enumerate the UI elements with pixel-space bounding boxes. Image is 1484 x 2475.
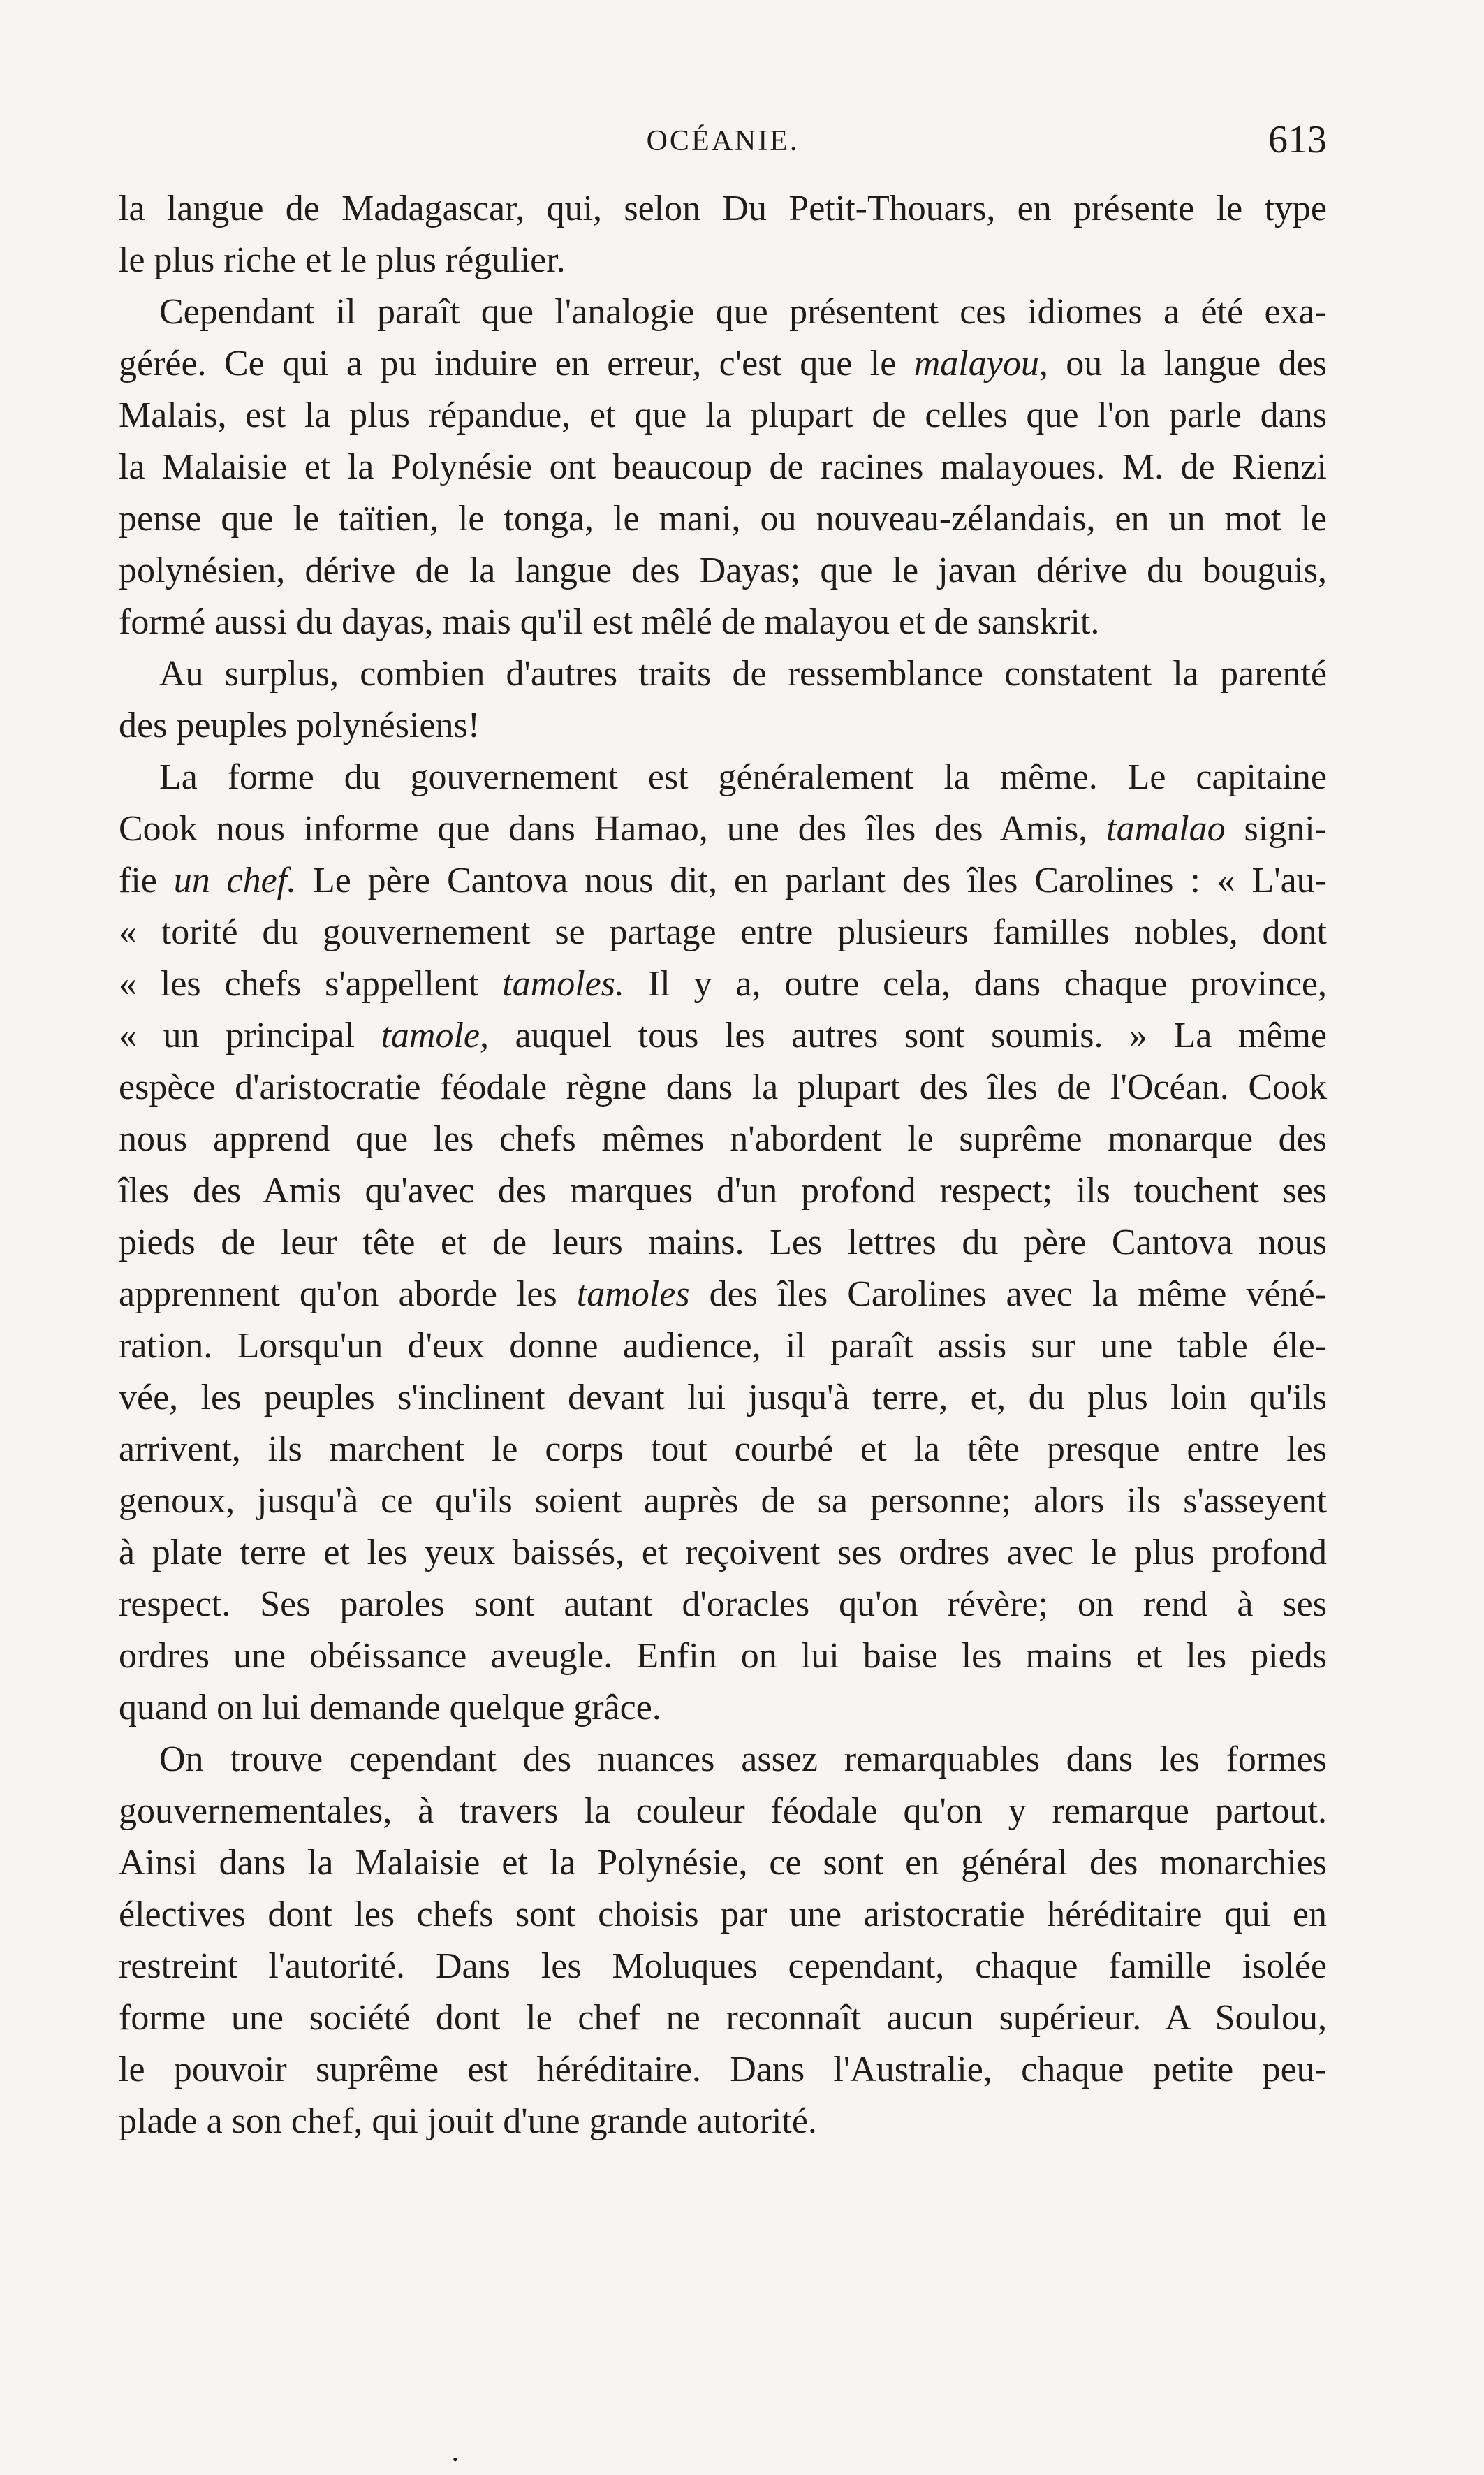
- text-line: [119, 338, 1327, 390]
- text-segment: respect. Ses paroles sont autant d'oracles qu'on révère; on rend à ses: [119, 1584, 1327, 1624]
- italic-term: tamoles: [576, 1274, 690, 1314]
- text-line: [119, 1579, 1327, 1630]
- text-segment: apprennent qu'on aborde les: [119, 1274, 577, 1314]
- text-segment: La forme du gouvernement est généralement la même. Le capitaine: [159, 757, 1327, 797]
- text-line: [119, 700, 1327, 752]
- text-segment: gouvernementales, à travers la couleur féodale qu'on y remarque partout.: [119, 1791, 1327, 1831]
- text-segment: des peuples polynésiens!: [119, 706, 480, 745]
- text-segment: quand on lui demande quelque grâce.: [119, 1688, 661, 1728]
- text-segment: « les chefs s'appellent: [119, 964, 503, 1004]
- text-segment: restreint l'autorité. Dans les Moluques cependant, chaque famille isolée: [119, 1946, 1327, 1986]
- text-segment: le plus riche et le plus régulier.: [119, 240, 566, 280]
- text-line: [119, 1992, 1327, 2044]
- text-line: [119, 493, 1327, 545]
- italic-term: malayou: [913, 344, 1039, 384]
- page-header: [119, 117, 1327, 166]
- text-segment: , ou la langue des: [1038, 344, 1327, 384]
- text-line: [119, 597, 1327, 648]
- text-line: [119, 1217, 1327, 1269]
- text-line: [119, 1010, 1327, 1062]
- text-line: [119, 1424, 1327, 1475]
- text-line: [119, 2096, 1327, 2147]
- text-line: [119, 1837, 1327, 1889]
- text-segment: ordres une obéissance aveugle. Enfin on lui baise les mains et les pieds: [119, 1636, 1327, 1676]
- text-line: [119, 286, 1327, 338]
- text-segment: pieds de leur tête et de leurs mains. Les lettres du père Cantova nous: [119, 1222, 1327, 1262]
- text-line: [119, 648, 1327, 700]
- text-line: [119, 1786, 1327, 1837]
- text-segment: signi-: [1225, 809, 1327, 849]
- text-line: [119, 441, 1327, 493]
- text-line: [119, 545, 1327, 597]
- text-segment: pense que le taïtien, le tonga, le mani, ou nouveau-zélandais, en un mot le: [119, 499, 1327, 539]
- text-segment: Cependant il paraît que l'analogie que présentent ces idiomes a été exa-: [159, 292, 1327, 332]
- text-segment: ration. Lorsqu'un d'eux donne audience, il paraît assis sur une table éle-: [119, 1326, 1327, 1366]
- text-line: [119, 1475, 1327, 1527]
- text-segment: « torité du gouvernement se partage entre plusieurs familles nobles, dont: [119, 912, 1327, 952]
- text-line: [119, 1062, 1327, 1114]
- text-segment: fie: [119, 861, 174, 900]
- running-title: OCÉANIE.: [646, 125, 800, 157]
- text-segment: Cook nous informe que dans Hamao, une des îles des Amis,: [119, 809, 1107, 849]
- text-line: [119, 752, 1327, 803]
- text-segment: espèce d'aristocratie féodale règne dans la plupart des îles de l'Océan. Cook: [119, 1067, 1327, 1107]
- text-segment: gérée. Ce qui a pu induire en erreur, c'est que le: [119, 344, 914, 384]
- text-segment: arrivent, ils marchent le corps tout courbé et la tête presque entre les: [119, 1429, 1327, 1469]
- text-segment: à plate terre et les yeux baissés, et reçoivent ses ordres avec le plus profond: [119, 1533, 1327, 1572]
- italic-term: un chef.: [173, 861, 297, 900]
- text-segment: vée, les peuples s'inclinent devant lui jusqu'à terre, et, du plus loin qu'ils: [119, 1378, 1327, 1417]
- text-segment: îles des Amis qu'avec des marques d'un profond respect; ils touchent ses: [119, 1171, 1327, 1211]
- text-segment: auquel tous les autres sont soumis. » La même: [488, 1016, 1327, 1056]
- body-text: [119, 183, 1327, 2147]
- text-segment: nous apprend que les chefs mêmes n'abordent le suprême monarque des: [119, 1119, 1327, 1159]
- text-segment: le pouvoir suprême est héréditaire. Dans l'Australie, chaque petite peu-: [119, 2050, 1327, 2089]
- text-line: [119, 958, 1327, 1010]
- text-segment: électives dont les chefs sont choisis par une aristocratie héréditaire qui en: [119, 1894, 1327, 1934]
- text-line: [119, 1372, 1327, 1424]
- text-line: [119, 1941, 1327, 1992]
- text-segment: Au surplus, combien d'autres traits de ressemblance constatent la parenté: [159, 654, 1327, 694]
- text-segment: Malais, est la plus répandue, et que la plupart de celles que l'on parle dans: [119, 395, 1327, 435]
- text-line: [119, 235, 1327, 286]
- text-line: [119, 1527, 1327, 1579]
- text-segment: « un principal: [119, 1016, 381, 1056]
- text-line: [119, 2044, 1327, 2096]
- text-line: [119, 907, 1327, 958]
- text-line: [119, 1682, 1327, 1734]
- text-segment: des îles Carolines avec la même véné-: [689, 1274, 1327, 1314]
- text-segment: Le père Cantova nous dit, en parlant des îles Carolines : « L'au-: [296, 861, 1328, 900]
- text-line: [119, 1320, 1327, 1372]
- text-line: [119, 1114, 1327, 1165]
- text-line: [119, 390, 1327, 441]
- text-line: [119, 855, 1327, 907]
- page-number: 613: [1268, 118, 1327, 161]
- text-segment: la Malaisie et la Polynésie ont beaucoup de racines malayoues. M. de Rienzi: [119, 447, 1327, 487]
- text-segment: Il y a, outre cela, dans chaque province,: [624, 964, 1327, 1004]
- text-segment: On trouve cependant des nuances assez remarquables dans les formes: [159, 1739, 1327, 1779]
- text-segment: forme une société dont le chef ne reconnaît aucun supérieur. A Soulou,: [119, 1998, 1327, 2038]
- italic-term: tamalao: [1106, 809, 1226, 849]
- text-segment: Ainsi dans la Malaisie et la Polynésie, ce sont en général des monarchies: [119, 1843, 1327, 1883]
- text-line: [119, 1165, 1327, 1217]
- text-line: [119, 1269, 1327, 1320]
- text-line: [119, 183, 1327, 235]
- printer-mark: •: [453, 2451, 458, 2468]
- text-segment: polynésien, dérive de la langue des Dayas; que le javan dérive du bouguis,: [119, 550, 1327, 590]
- text-segment: formé aussi du dayas, mais qu'il est mêlé de malayou et de sanskrit.: [119, 602, 1100, 642]
- text-segment: la langue de Madagascar, qui, selon Du Petit-Thouars, en présente le type: [119, 189, 1327, 228]
- text-line: [119, 1734, 1327, 1786]
- text-segment: genoux, jusqu'à ce qu'ils soient auprès de sa personne; alors ils s'asseyent: [119, 1481, 1327, 1521]
- italic-term: tamoles.: [502, 964, 624, 1004]
- text-segment: plade a son chef, qui jouit d'une grande autorité.: [119, 2101, 817, 2141]
- italic-term: tamole,: [381, 1016, 489, 1056]
- text-line: [119, 1630, 1327, 1682]
- text-line: [119, 1889, 1327, 1941]
- text-line: [119, 803, 1327, 855]
